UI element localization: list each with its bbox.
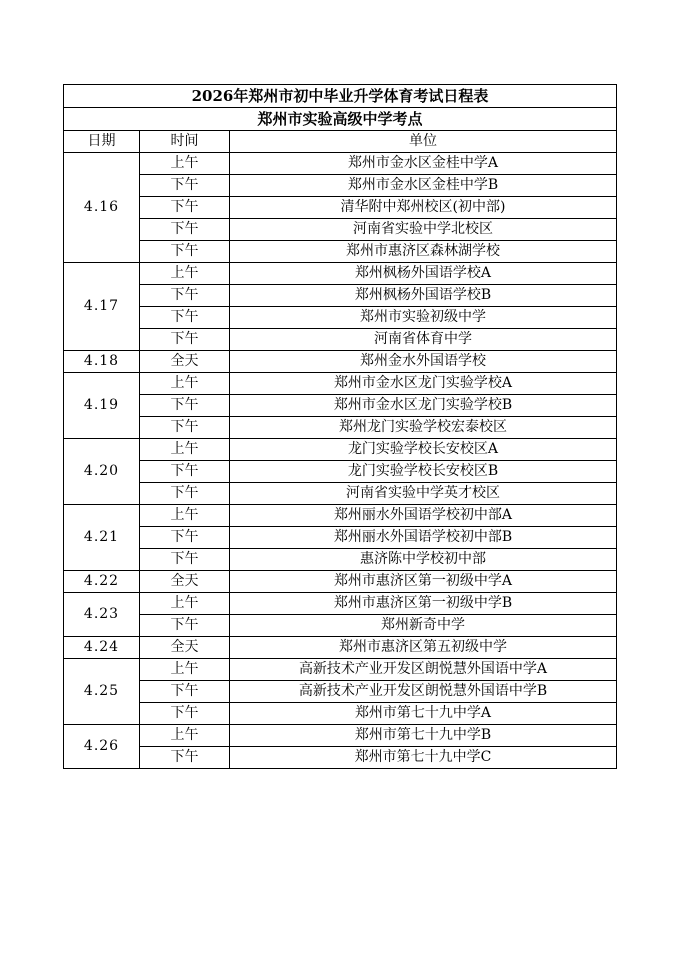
unit-cell: 郑州市金水区金桂中学A [230, 153, 617, 175]
time-cell: 下午 [140, 417, 230, 439]
date-cell: 4.18 [64, 351, 140, 373]
table-row [64, 527, 617, 549]
unit-cell: 郑州枫杨外国语学校A [230, 263, 617, 285]
date-cell: 4.17 [64, 263, 140, 351]
table-row [64, 725, 617, 747]
unit-cell: 高新技术产业开发区朗悦慧外国语中学B [230, 681, 617, 703]
unit-cell: 郑州枫杨外国语学校B [230, 285, 617, 307]
header-unit: 单位 [230, 131, 617, 153]
table-row [64, 747, 617, 769]
header-row [64, 131, 617, 153]
unit-cell: 郑州市第七十九中学C [230, 747, 617, 769]
table-row [64, 505, 617, 527]
unit-cell: 龙门实验学校长安校区A [230, 439, 617, 461]
table-row [64, 571, 617, 593]
unit-cell: 龙门实验学校长安校区B [230, 461, 617, 483]
title-row [64, 85, 617, 108]
time-cell: 下午 [140, 307, 230, 329]
unit-cell: 郑州市惠济区第五初级中学 [230, 637, 617, 659]
date-cell: 4.23 [64, 593, 140, 637]
time-cell: 上午 [140, 725, 230, 747]
table-row [64, 307, 617, 329]
date-cell: 4.20 [64, 439, 140, 505]
time-cell: 下午 [140, 747, 230, 769]
table-row [64, 285, 617, 307]
header-time: 时间 [140, 131, 230, 153]
header-date: 日期 [64, 131, 140, 153]
table-subtitle: 郑州市实验高级中学考点 [64, 108, 617, 131]
unit-cell: 郑州丽水外国语学校初中部A [230, 505, 617, 527]
table-row [64, 241, 617, 263]
unit-cell: 惠济陈中学校初中部 [230, 549, 617, 571]
unit-cell: 河南省实验中学英才校区 [230, 483, 617, 505]
time-cell: 下午 [140, 703, 230, 725]
table-row [64, 329, 617, 351]
time-cell: 下午 [140, 285, 230, 307]
table-row [64, 637, 617, 659]
unit-cell: 郑州市金水区龙门实验学校B [230, 395, 617, 417]
schedule-table [63, 84, 617, 769]
unit-cell: 郑州市惠济区森林湖学校 [230, 241, 617, 263]
unit-cell: 河南省实验中学北校区 [230, 219, 617, 241]
time-cell: 下午 [140, 527, 230, 549]
time-cell: 下午 [140, 395, 230, 417]
time-cell: 下午 [140, 197, 230, 219]
table-row [64, 483, 617, 505]
table-row [64, 593, 617, 615]
time-cell: 上午 [140, 659, 230, 681]
time-cell: 下午 [140, 329, 230, 351]
time-cell: 下午 [140, 483, 230, 505]
unit-cell: 高新技术产业开发区朗悦慧外国语中学A [230, 659, 617, 681]
date-cell: 4.19 [64, 373, 140, 439]
table-row [64, 153, 617, 175]
table-row [64, 615, 617, 637]
unit-cell: 郑州市第七十九中学A [230, 703, 617, 725]
time-cell: 下午 [140, 219, 230, 241]
table-row [64, 703, 617, 725]
unit-cell: 郑州市第七十九中学B [230, 725, 617, 747]
time-cell: 上午 [140, 153, 230, 175]
time-cell: 上午 [140, 263, 230, 285]
table-row [64, 439, 617, 461]
time-cell: 下午 [140, 681, 230, 703]
table-row [64, 219, 617, 241]
time-cell: 下午 [140, 549, 230, 571]
table-row [64, 263, 617, 285]
time-cell: 上午 [140, 439, 230, 461]
table-row [64, 461, 617, 483]
unit-cell: 清华附中郑州校区(初中部) [230, 197, 617, 219]
table-row [64, 659, 617, 681]
subtitle-row [64, 108, 617, 131]
unit-cell: 郑州新奇中学 [230, 615, 617, 637]
date-cell: 4.24 [64, 637, 140, 659]
table-row [64, 373, 617, 395]
date-cell: 4.22 [64, 571, 140, 593]
time-cell: 上午 [140, 505, 230, 527]
table-row [64, 351, 617, 373]
time-cell: 下午 [140, 461, 230, 483]
schedule-body [64, 153, 617, 769]
date-cell: 4.21 [64, 505, 140, 571]
unit-cell: 郑州市惠济区第一初级中学A [230, 571, 617, 593]
date-cell: 4.25 [64, 659, 140, 725]
unit-cell: 河南省体育中学 [230, 329, 617, 351]
unit-cell: 郑州龙门实验学校宏泰校区 [230, 417, 617, 439]
unit-cell: 郑州市金水区龙门实验学校A [230, 373, 617, 395]
table-row [64, 681, 617, 703]
unit-cell: 郑州市金水区金桂中学B [230, 175, 617, 197]
table-row [64, 549, 617, 571]
time-cell: 下午 [140, 241, 230, 263]
time-cell: 下午 [140, 615, 230, 637]
table-title: 2026年郑州市初中毕业升学体育考试日程表 [64, 85, 617, 108]
time-cell: 全天 [140, 637, 230, 659]
table-row [64, 175, 617, 197]
unit-cell: 郑州市实验初级中学 [230, 307, 617, 329]
date-cell: 4.16 [64, 153, 140, 263]
date-cell: 4.26 [64, 725, 140, 769]
unit-cell: 郑州丽水外国语学校初中部B [230, 527, 617, 549]
table-row [64, 417, 617, 439]
time-cell: 上午 [140, 593, 230, 615]
time-cell: 上午 [140, 373, 230, 395]
table-row [64, 395, 617, 417]
time-cell: 全天 [140, 571, 230, 593]
unit-cell: 郑州市惠济区第一初级中学B [230, 593, 617, 615]
table-row [64, 197, 617, 219]
time-cell: 下午 [140, 175, 230, 197]
unit-cell: 郑州金水外国语学校 [230, 351, 617, 373]
time-cell: 全天 [140, 351, 230, 373]
